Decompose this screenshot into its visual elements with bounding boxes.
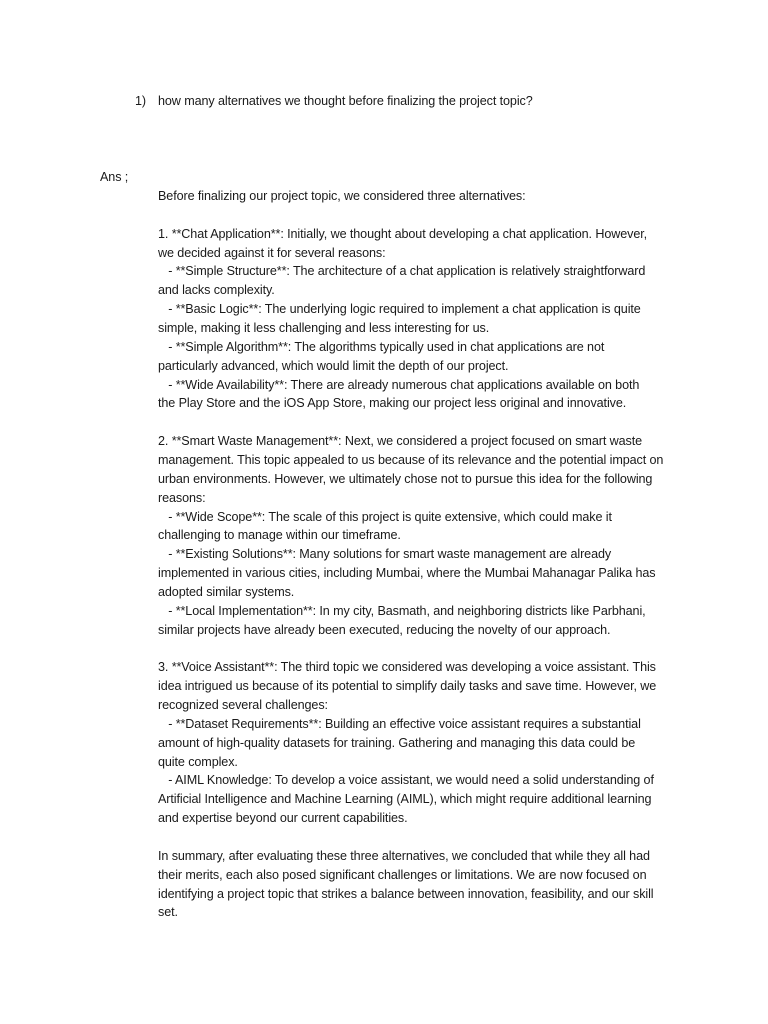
answer-line: the Play Store and the iOS App Store, making our project less original and innovative. bbox=[158, 396, 627, 411]
answer-line: and expertise beyond our current capabilities. bbox=[158, 811, 408, 826]
answer-line: adopted similar systems. bbox=[158, 584, 295, 599]
answer-line: particularly advanced, which would limit the depth of our project. bbox=[158, 358, 509, 373]
answer-line: - **Simple Algorithm**: The algorithms typically used in chat applications are not bbox=[158, 339, 605, 354]
answer-line: challenging to manage within our timeframe. bbox=[158, 528, 401, 543]
answer-line: and lacks complexity. bbox=[158, 283, 275, 298]
answer-line: 1. **Chat Application**: Initially, we thought about developing a chat application. However, bbox=[158, 226, 648, 241]
answer-line: similar projects have already been executed, reducing the novelty of our approach. bbox=[158, 622, 611, 637]
answer-line: - **Simple Structure**: The architecture of a chat application is relatively straightforward bbox=[158, 264, 646, 279]
answer-line: - AIML Knowledge: To develop a voice assistant, we would need a solid understanding of bbox=[158, 773, 654, 788]
answer-line: quite complex. bbox=[158, 754, 238, 769]
answer-line: - **Wide Availability**: There are already numerous chat applications available on both bbox=[158, 377, 640, 392]
answer-line: management. This topic appealed to us because of its relevance and the potential impact on bbox=[158, 452, 664, 467]
answer-line: recognized several challenges: bbox=[158, 698, 328, 712]
answer-line: 2. **Smart Waste Management**: Next, we considered a project focused on smart waste bbox=[158, 434, 643, 449]
answer-line: set. bbox=[158, 905, 178, 920]
answer-line: Artificial Intelligence and Machine Learning (AIML), which might require additional learning bbox=[158, 792, 652, 807]
answer-line: reasons: bbox=[158, 490, 206, 505]
question-number: 1) bbox=[135, 94, 146, 108]
question-text: how many alternatives we thought before finalizing the project topic? bbox=[158, 94, 533, 108]
answer-line: In summary, after evaluating these three alternatives, we concluded that while they all had bbox=[158, 848, 650, 863]
answer-line: identifying a project topic that strikes a balance between innovation, feasibility, and our skill bbox=[158, 886, 654, 901]
answer-line: - **Wide Scope**: The scale of this project is quite extensive, which could make it bbox=[158, 509, 612, 524]
answer-line: - **Existing Solutions**: Many solutions for smart waste management are already bbox=[158, 547, 612, 562]
answer-line: - **Basic Logic**: The underlying logic required to implement a chat application is quite bbox=[158, 302, 641, 317]
answer-line: we decided against it for several reasons: bbox=[158, 245, 386, 260]
answer-line: amount of high-quality datasets for training. Gathering and managing this data could be bbox=[158, 735, 636, 750]
answer-line: idea intrigued us because of its potential to simplify daily tasks and save time. However, we bbox=[158, 679, 657, 694]
answer-line: urban environments. However, we ultimately chose not to pursue this idea for the following bbox=[158, 471, 653, 486]
answer-line: simple, making it less challenging and less interesting for us. bbox=[158, 321, 490, 335]
answer-label: Ans ; bbox=[100, 170, 129, 184]
answer-line: their merits, each also posed significant challenges or limitations. We are now focused on bbox=[158, 867, 647, 882]
answer-line: - **Local Implementation**: In my city, Basmath, and neighboring districts like Parbhani, bbox=[158, 603, 646, 618]
answer-line: Before finalizing our project topic, we considered three alternatives: bbox=[158, 189, 526, 203]
answer-line: 3. **Voice Assistant**: The third topic we considered was developing a voice assistant. This bbox=[158, 660, 656, 675]
answer-line: implemented in various cities, including Mumbai, where the Mumbai Mahanagar Palika has bbox=[158, 566, 656, 580]
answer-line: - **Dataset Requirements**: Building an effective voice assistant requires a substantial bbox=[158, 716, 641, 731]
